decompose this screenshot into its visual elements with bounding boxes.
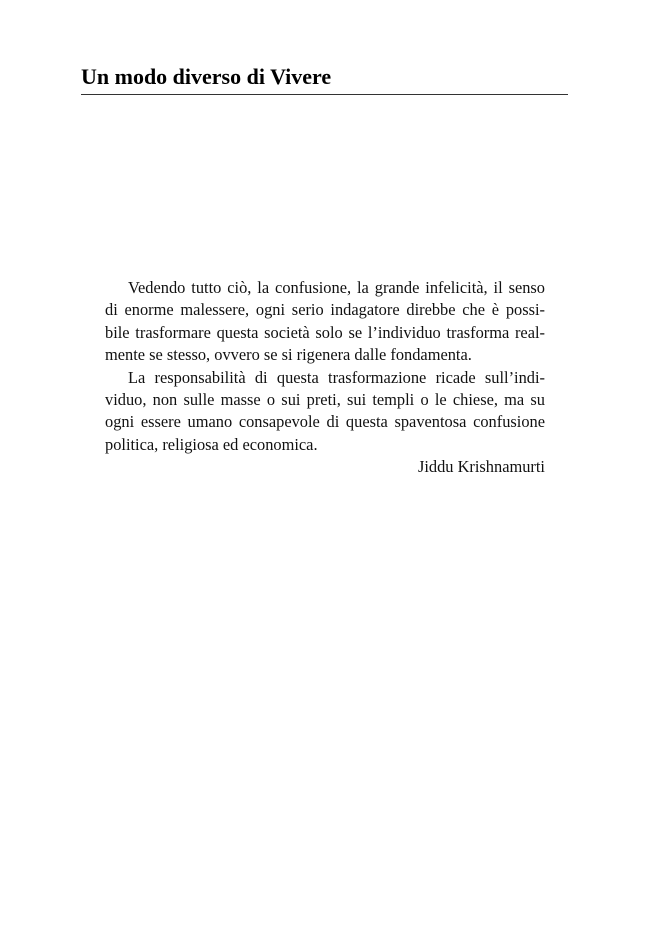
text-line: viduo, non sulle masse o sui preti, sui templi o le chiese, ma su [105,390,545,410]
text-line: La responsabilità di questa trasformazione ricade sull’indi- [128,367,545,387]
running-header [81,64,568,95]
page-title: Un modo diverso di Vivere [81,64,332,89]
text-line: bile trasformare questa società solo se l’individuo trasforma real- [105,322,545,342]
epigraph-quote [105,277,545,479]
text-line: mente se stesso, ovvero se si rigenera dalle fondamenta. [105,345,472,365]
text-line: politica, religiosa ed economica. [105,434,318,454]
paragraph-1 [105,277,545,367]
quote-attribution: Jiddu Krishnamurti [417,457,545,477]
text-line: di enorme malessere, ogni serio indagatore direbbe che è possi- [105,300,545,320]
text-line: ogni essere umano consapevole di questa spaventosa confusione [105,412,545,432]
text-line: Vedendo tutto ciò, la confusione, la grande infelicità, il senso [128,278,545,297]
paragraph-2 [105,367,545,457]
